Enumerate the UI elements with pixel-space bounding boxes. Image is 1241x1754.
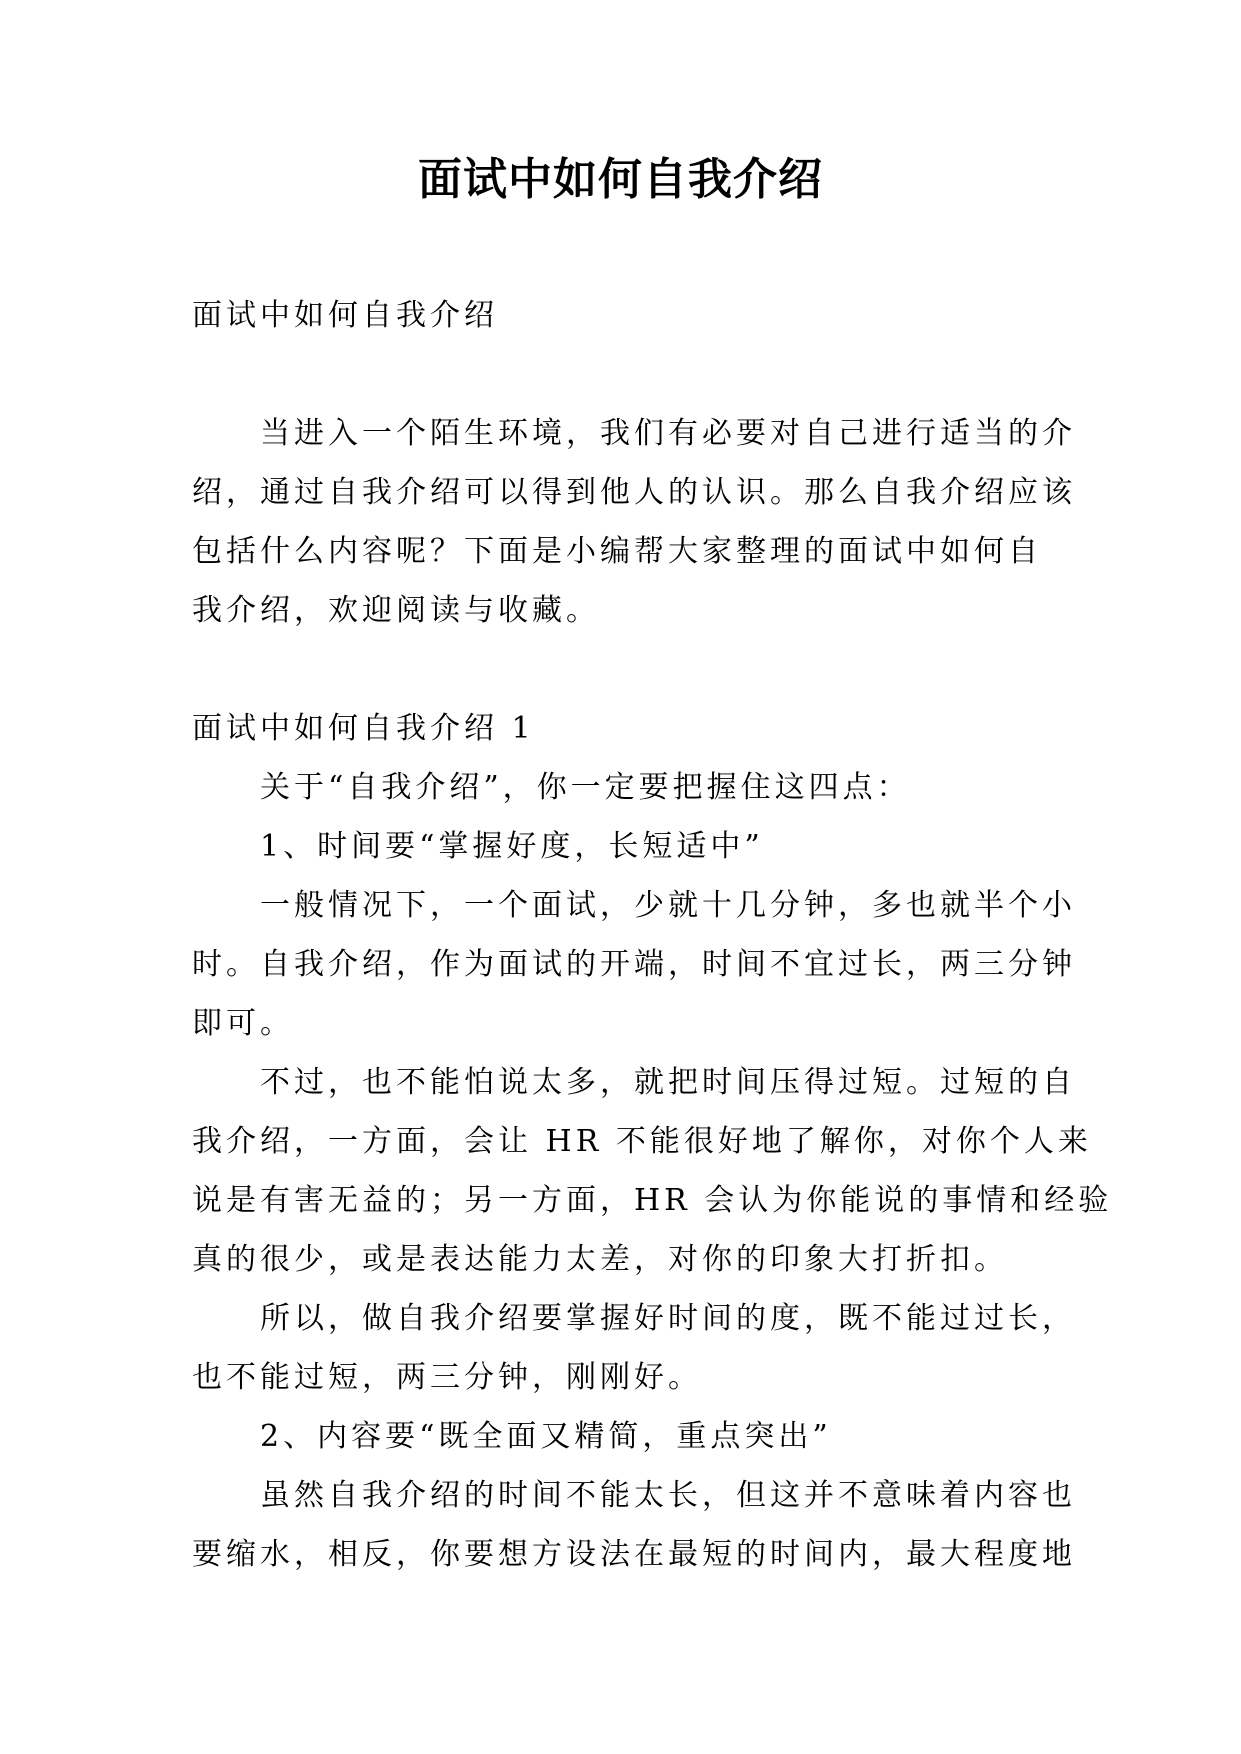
paragraph-line: 真的很少，或是表达能力太差，对你的印象大打折扣。 [192,1242,1008,1277]
intro-line: 当进入一个陌生环境，我们有必要对自己进行适当的介 [260,416,1076,451]
intro-paragraph [192,404,1076,640]
document-subtitle: 面试中如何自我介绍 [192,298,498,333]
point-heading: 1、时间要“掌握好度，长短适中” [260,829,764,864]
document-title: 面试中如何自我介绍 [418,154,823,205]
document-body [192,286,1113,1584]
paragraph-gap [192,640,1062,699]
paragraph-line: 一般情况下，一个面试，少就十几分钟，多也就半个小 [260,888,1076,923]
intro-line: 包括什么内容呢？下面是小编帮大家整理的面试中如何自 [192,534,1042,569]
paragraph-line: 要缩水，相反，你要想方设法在最短的时间内，最大程度地 [192,1537,1076,1572]
paragraph-line: 我介绍，一方面，会让 HR 不能很好地了解你，对你个人来 [192,1124,1092,1159]
body-paragraph [192,1289,1076,1407]
intro-line: 我介绍，欢迎阅读与收藏。 [192,593,600,628]
body-paragraph [192,1466,1076,1584]
intro-line: 绍，通过自我介绍可以得到他人的认识。那么自我介绍应该 [192,475,1076,510]
point-heading: 2、内容要“既全面又精简，重点突出” [260,1419,832,1454]
section-heading: 面试中如何自我介绍 1 [192,711,535,746]
paragraph-line: 即可。 [192,1006,294,1041]
paragraph-line: 也不能过短，两三分钟，刚刚好。 [192,1360,702,1395]
paragraph-line: 虽然自我介绍的时间不能太长，但这并不意味着内容也 [260,1478,1076,1513]
paragraph-gap [192,345,1062,404]
body-paragraph [192,876,1076,1053]
paragraph-line: 时。自我介绍，作为面试的开端，时间不宜过长，两三分钟 [192,947,1076,982]
paragraph-line: 不过，也不能怕说太多，就把时间压得过短。过短的自 [260,1065,1076,1100]
section-lead: 关于“自我介绍”，你一定要把握住这四点： [260,770,911,805]
paragraph-line: 说是有害无益的；另一方面，HR 会认为你能说的事情和经验 [192,1183,1113,1218]
paragraph-line: 所以，做自我介绍要掌握好时间的度，既不能过过长， [260,1301,1076,1336]
body-paragraph [192,1053,1113,1289]
